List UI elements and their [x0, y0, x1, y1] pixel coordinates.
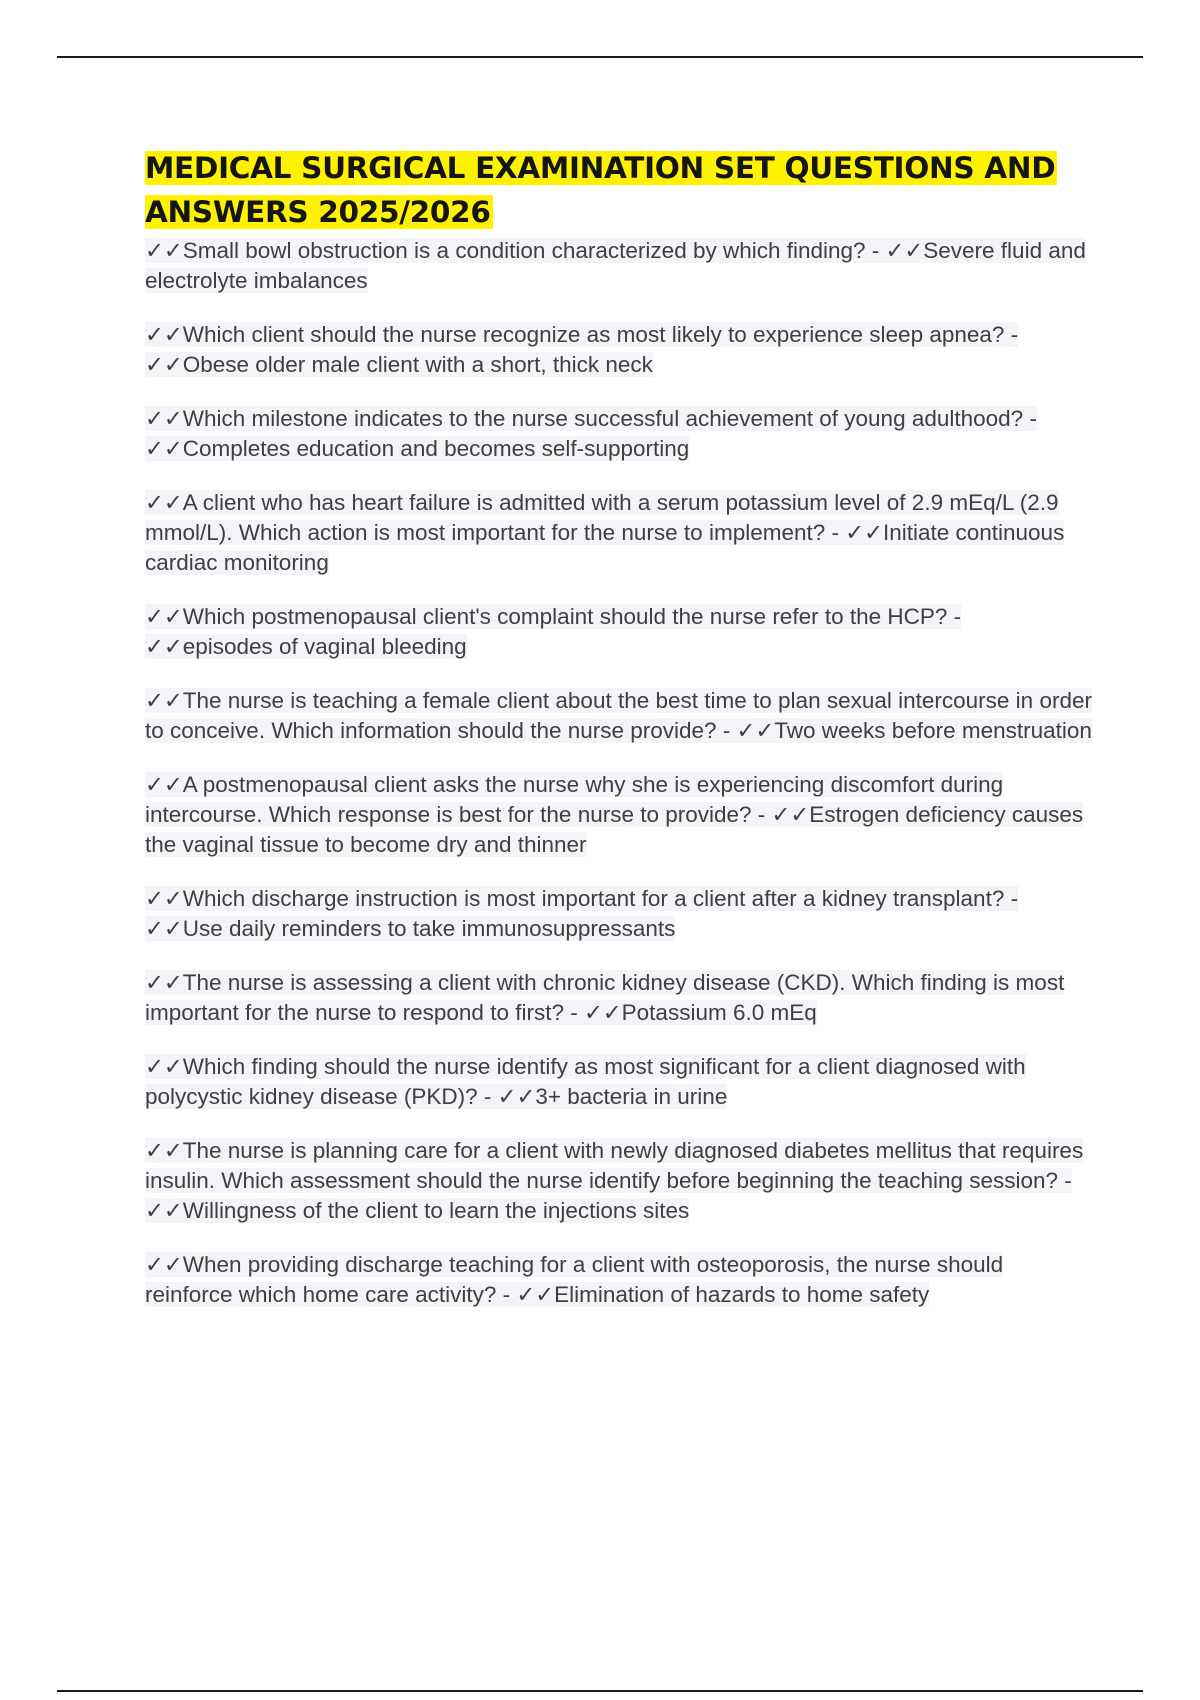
bottom-rule [57, 1690, 1143, 1692]
qa-item-6 [145, 686, 1095, 746]
qa-item-text: ✓✓A client who has heart failure is admitted with a serum potassium level of 2.9 mEq/L (2.9 mmol/L). Which action is most important for the nurse to implement? - ✓✓Initiate continuous cardiac monitoring [145, 490, 1065, 575]
qa-item-2 [145, 320, 1095, 380]
document-title [145, 146, 1095, 234]
qa-item-10 [145, 1052, 1095, 1112]
document-body [145, 146, 1095, 1334]
qa-item-text: ✓✓The nurse is assessing a client with chronic kidney disease (CKD). Which finding is most important for the nurse to respond to first? - ✓✓Potassium 6.0 mEq [145, 970, 1065, 1025]
qa-item-5 [145, 602, 1095, 662]
qa-item-text: ✓✓Which discharge instruction is most important for a client after a kidney transplant? - ✓✓Use daily reminders to take immunosuppressants [145, 886, 1019, 941]
qa-item-7 [145, 770, 1095, 860]
qa-item-text: ✓✓Which milestone indicates to the nurse successful achievement of young adulthood? - ✓✓Completes education and becomes self-supporting [145, 406, 1037, 461]
qa-item-12 [145, 1250, 1095, 1310]
qa-item-3 [145, 404, 1095, 464]
qa-item-9 [145, 968, 1095, 1028]
qa-item-4 [145, 488, 1095, 578]
qa-item-text: ✓✓The nurse is teaching a female client about the best time to plan sexual intercourse in order to conceive. Which information should the nurse provide? - ✓✓Two weeks before menstruation [145, 688, 1092, 743]
qa-item-text: ✓✓When providing discharge teaching for a client with osteoporosis, the nurse should reinforce which home care activity? - ✓✓Elimination of hazards to home safety [145, 1252, 1004, 1307]
document-title-text: MEDICAL SURGICAL EXAMINATION SET QUESTIONS AND ANSWERS 2025/2026 [145, 151, 1056, 229]
top-rule [57, 56, 1143, 58]
qa-item-11 [145, 1136, 1095, 1226]
qa-item-text: ✓✓A postmenopausal client asks the nurse why she is experiencing discomfort during intercourse. Which response is best for the nurse to provide? - ✓✓Estrogen deficiency causes the vaginal tissue to become dry and thinner [145, 772, 1084, 857]
qa-item-text: ✓✓Which postmenopausal client's complaint should the nurse refer to the HCP? - ✓✓episodes of vaginal bleeding [145, 604, 962, 659]
qa-item-text: ✓✓Which finding should the nurse identify as most significant for a client diagnosed with polycystic kidney disease (PKD)? - ✓✓3+ bacteria in urine [145, 1054, 1026, 1109]
qa-item-1 [145, 236, 1095, 296]
qa-item-8 [145, 884, 1095, 944]
qa-item-text: ✓✓Which client should the nurse recognize as most likely to experience sleep apnea? - ✓✓Obese older male client with a short, thick neck [145, 322, 1019, 377]
qa-item-text: ✓✓The nurse is planning care for a client with newly diagnosed diabetes mellitus that requires insulin. Which assessment should the nurse identify before beginning the teaching session? - ✓✓Willingness of the client to learn the injections sites [145, 1138, 1084, 1223]
qa-item-text: ✓✓Small bowl obstruction is a condition characterized by which finding? - ✓✓Severe fluid and electrolyte imbalances [145, 238, 1086, 293]
